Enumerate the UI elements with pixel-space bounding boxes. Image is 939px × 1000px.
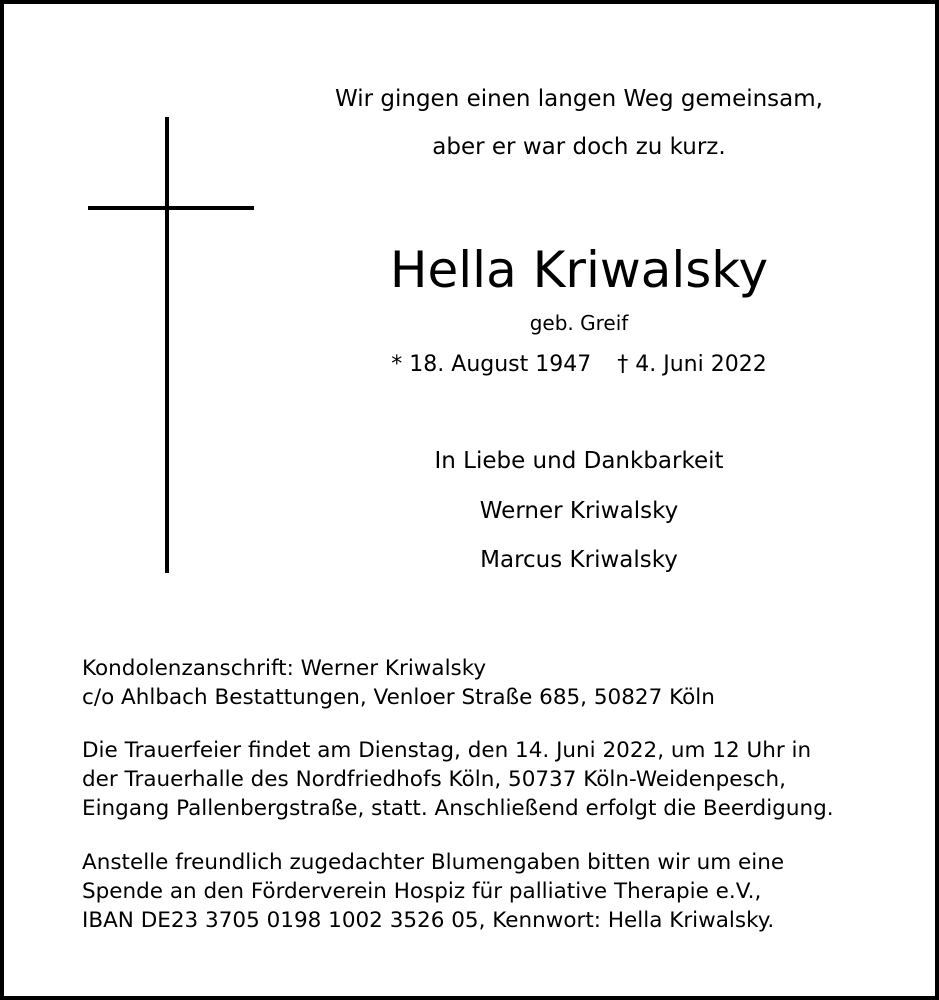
deceased-name: Hella Kriwalsky — [389, 241, 769, 299]
birth-date: * 18. August 1947 — [391, 352, 592, 377]
text-line: Kondolenzanschrift: Werner Kriwalsky — [82, 656, 487, 681]
text-line: Anstelle freundlich zugedachter Blumengaben bitten wir um eine — [82, 850, 785, 875]
mourner-name: Werner Kriwalsky — [479, 498, 679, 524]
text-line: Spende an den Förderverein Hospiz für palliative Therapie e.V., — [82, 879, 762, 904]
mourner-name: Marcus Kriwalsky — [480, 547, 678, 573]
funeral-info — [82, 736, 882, 823]
verse-line-1: Wir gingen einen langen Weg gemeinsam, — [335, 86, 823, 112]
text-line: c/o Ahlbach Bestattungen, Venloer Straße 685, 50827 Köln — [82, 685, 715, 710]
condolence-address — [82, 654, 882, 712]
text-line: der Trauerhalle des Nordfriedhofs Köln, 50737 Köln-Weidenpesch, — [82, 767, 786, 792]
verse-line-2: aber er war doch zu kurz. — [432, 134, 726, 160]
donation-info — [82, 848, 882, 935]
maiden-name: geb. Greif — [529, 311, 629, 335]
mourners-intro: In Liebe und Dankbarkeit — [434, 448, 724, 474]
death-date: † 4. Juni 2022 — [617, 352, 767, 377]
life-dates — [304, 350, 854, 380]
text-line: Die Trauerfeier findet am Dienstag, den 14. Juni 2022, um 12 Uhr in — [82, 738, 812, 763]
cross-icon-bar — [88, 206, 254, 210]
text-line: Eingang Pallenbergstraße, statt. Anschließend erfolgt die Beerdigung. — [82, 796, 834, 821]
cross-icon — [165, 117, 169, 573]
text-line: IBAN DE23 3705 0198 1002 3526 05, Kennwort: Hella Kriwalsky. — [82, 908, 775, 933]
